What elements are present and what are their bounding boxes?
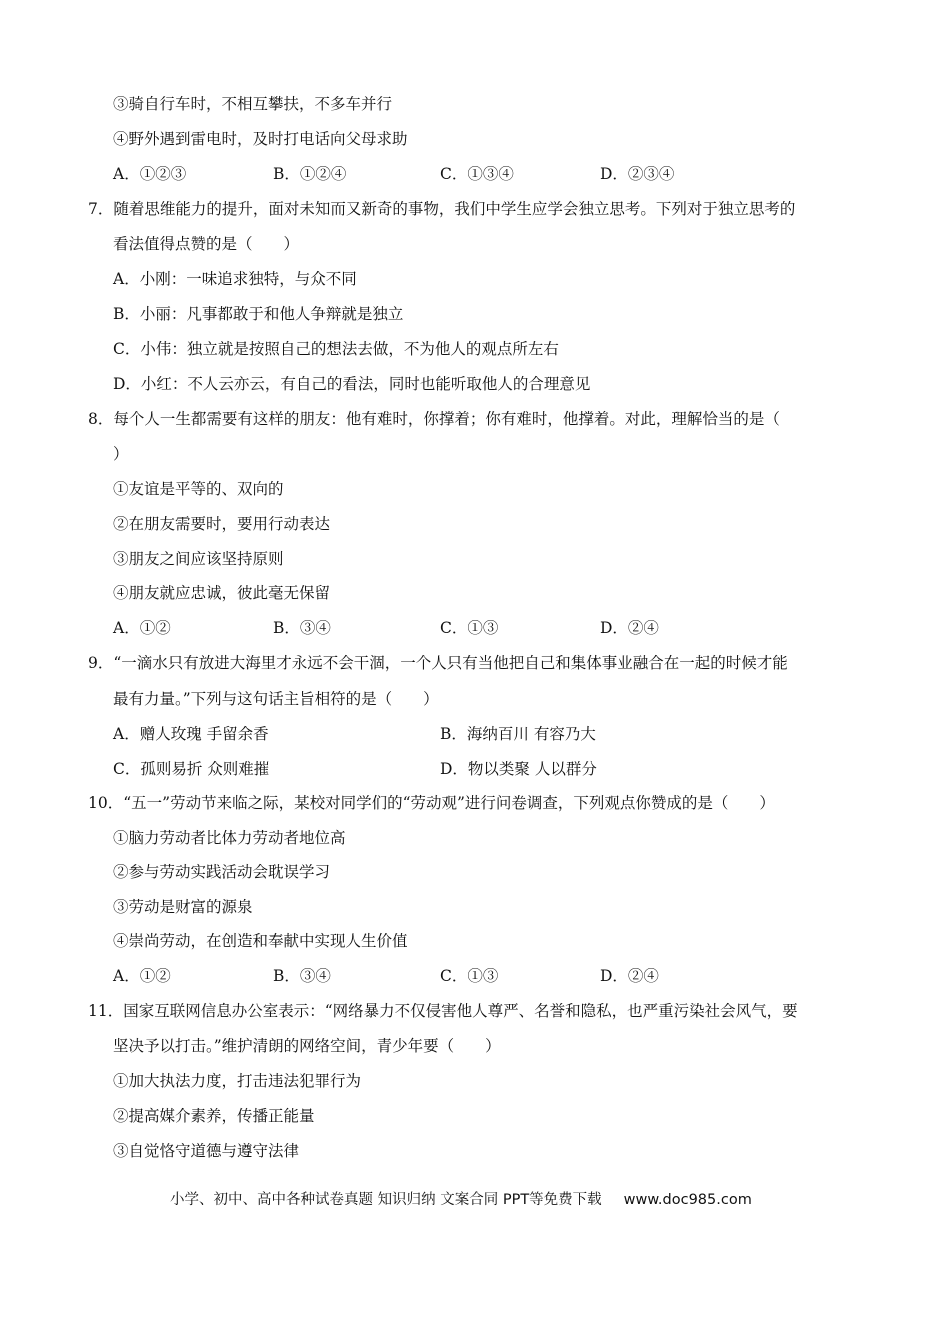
page-footer xyxy=(170,1190,752,1210)
footer-url-link[interactable]: www.doc985.com xyxy=(623,1192,752,1208)
q10-option-b: B．③④ xyxy=(273,967,331,985)
q10-option-c: C．①③ xyxy=(440,967,499,985)
q8-item-2: ②在朋友需要时，要用行动表达 xyxy=(113,515,331,533)
q8-stem-line-1: 8．每个人一生都需要有这样的朋友：他有难时，你撑着；你有难时，他撑着。对此，理解恰当的是（ xyxy=(88,410,780,428)
q8-item-1: ①友谊是平等的、双向的 xyxy=(113,480,284,498)
q6-item-4: ④野外遇到雷电时，及时打电话向父母求助 xyxy=(113,130,408,148)
q7-stem-line-1: 7．随着思维能力的提升，面对未知而又新奇的事物，我们中学生应学会独立思考。下列对于独立思考的 xyxy=(88,200,796,218)
q6-option-a: A．①②③ xyxy=(113,165,187,183)
q11-stem-line-1: 11．国家互联网信息办公室表示：“网络暴力不仅侵害他人尊严、名誉和隐私，也严重污染社会风气，要 xyxy=(88,1002,798,1020)
q6-option-c: C．①③④ xyxy=(440,165,514,183)
q10-item-2: ②参与劳动实践活动会耽误学习 xyxy=(113,863,331,881)
q9-stem-line-2: 最有力量。”下列与这句话主旨相符的是（ ） xyxy=(113,690,439,708)
q7-option-d: D．小红：不人云亦云，有自己的看法，同时也能听取他人的合理意见 xyxy=(113,375,591,393)
q10-item-1: ①脑力劳动者比体力劳动者地位高 xyxy=(113,829,346,847)
q11-item-3: ③自觉恪守道德与遵守法律 xyxy=(113,1142,300,1160)
q8-option-a: A．①② xyxy=(113,619,171,637)
q6-item-3: ③骑自行车时，不相互攀扶，不多车并行 xyxy=(113,95,393,113)
q7-option-b: B．小丽：凡事都敢于和他人争辩就是独立 xyxy=(113,305,404,323)
q10-option-d: D．②④ xyxy=(600,967,659,985)
q7-option-a: A．小刚：一味追求独特，与众不同 xyxy=(113,270,357,288)
q9-option-c: C．孤则易折 众则难摧 xyxy=(113,760,270,778)
q8-option-b: B．③④ xyxy=(273,619,331,637)
q9-option-b: B．海纳百川 有容乃大 xyxy=(440,725,596,743)
q10-stem-line-1: 10．“五一”劳动节来临之际，某校对同学们的“劳动观”进行问卷调查，下列观点你赞成的是（ ） xyxy=(88,794,775,812)
q10-item-3: ③劳动是财富的源泉 xyxy=(113,898,253,916)
q9-option-a: A．赠人玫瑰 手留余香 xyxy=(113,725,269,743)
q10-item-4: ④崇尚劳动，在创造和奉献中实现人生价值 xyxy=(113,932,408,950)
q9-option-d: D．物以类聚 人以群分 xyxy=(440,760,597,778)
q8-item-4: ④朋友就应忠诚，彼此毫无保留 xyxy=(113,584,331,602)
q11-item-1: ①加大执法力度，打击违法犯罪行为 xyxy=(113,1072,362,1090)
q8-item-3: ③朋友之间应该坚持原则 xyxy=(113,550,284,568)
q11-item-2: ②提高媒介素养，传播正能量 xyxy=(113,1107,315,1125)
q9-stem-line-1: 9．“一滴水只有放进大海里才永远不会干涸，一个人只有当他把自己和集体事业融合在一起的时候才能 xyxy=(88,654,788,672)
q6-option-b: B．①②④ xyxy=(273,165,347,183)
footer-text: 小学、初中、高中各种试卷真题 知识归纳 文案合同 PPT等免费下载 xyxy=(170,1192,602,1208)
q10-option-a: A．①② xyxy=(113,967,171,985)
q6-option-d: D．②③④ xyxy=(600,165,675,183)
q8-option-c: C．①③ xyxy=(440,619,499,637)
q7-stem-line-2: 看法值得点赞的是（ ） xyxy=(113,235,300,253)
q11-stem-line-2: 坚决予以打击。”维护清朗的网络空间，青少年要（ ） xyxy=(113,1037,501,1055)
q7-option-c: C．小伟：独立就是按照自己的想法去做，不为他人的观点所左右 xyxy=(113,340,559,358)
q8-option-d: D．②④ xyxy=(600,619,659,637)
q8-stem-line-2: ） xyxy=(113,445,129,463)
